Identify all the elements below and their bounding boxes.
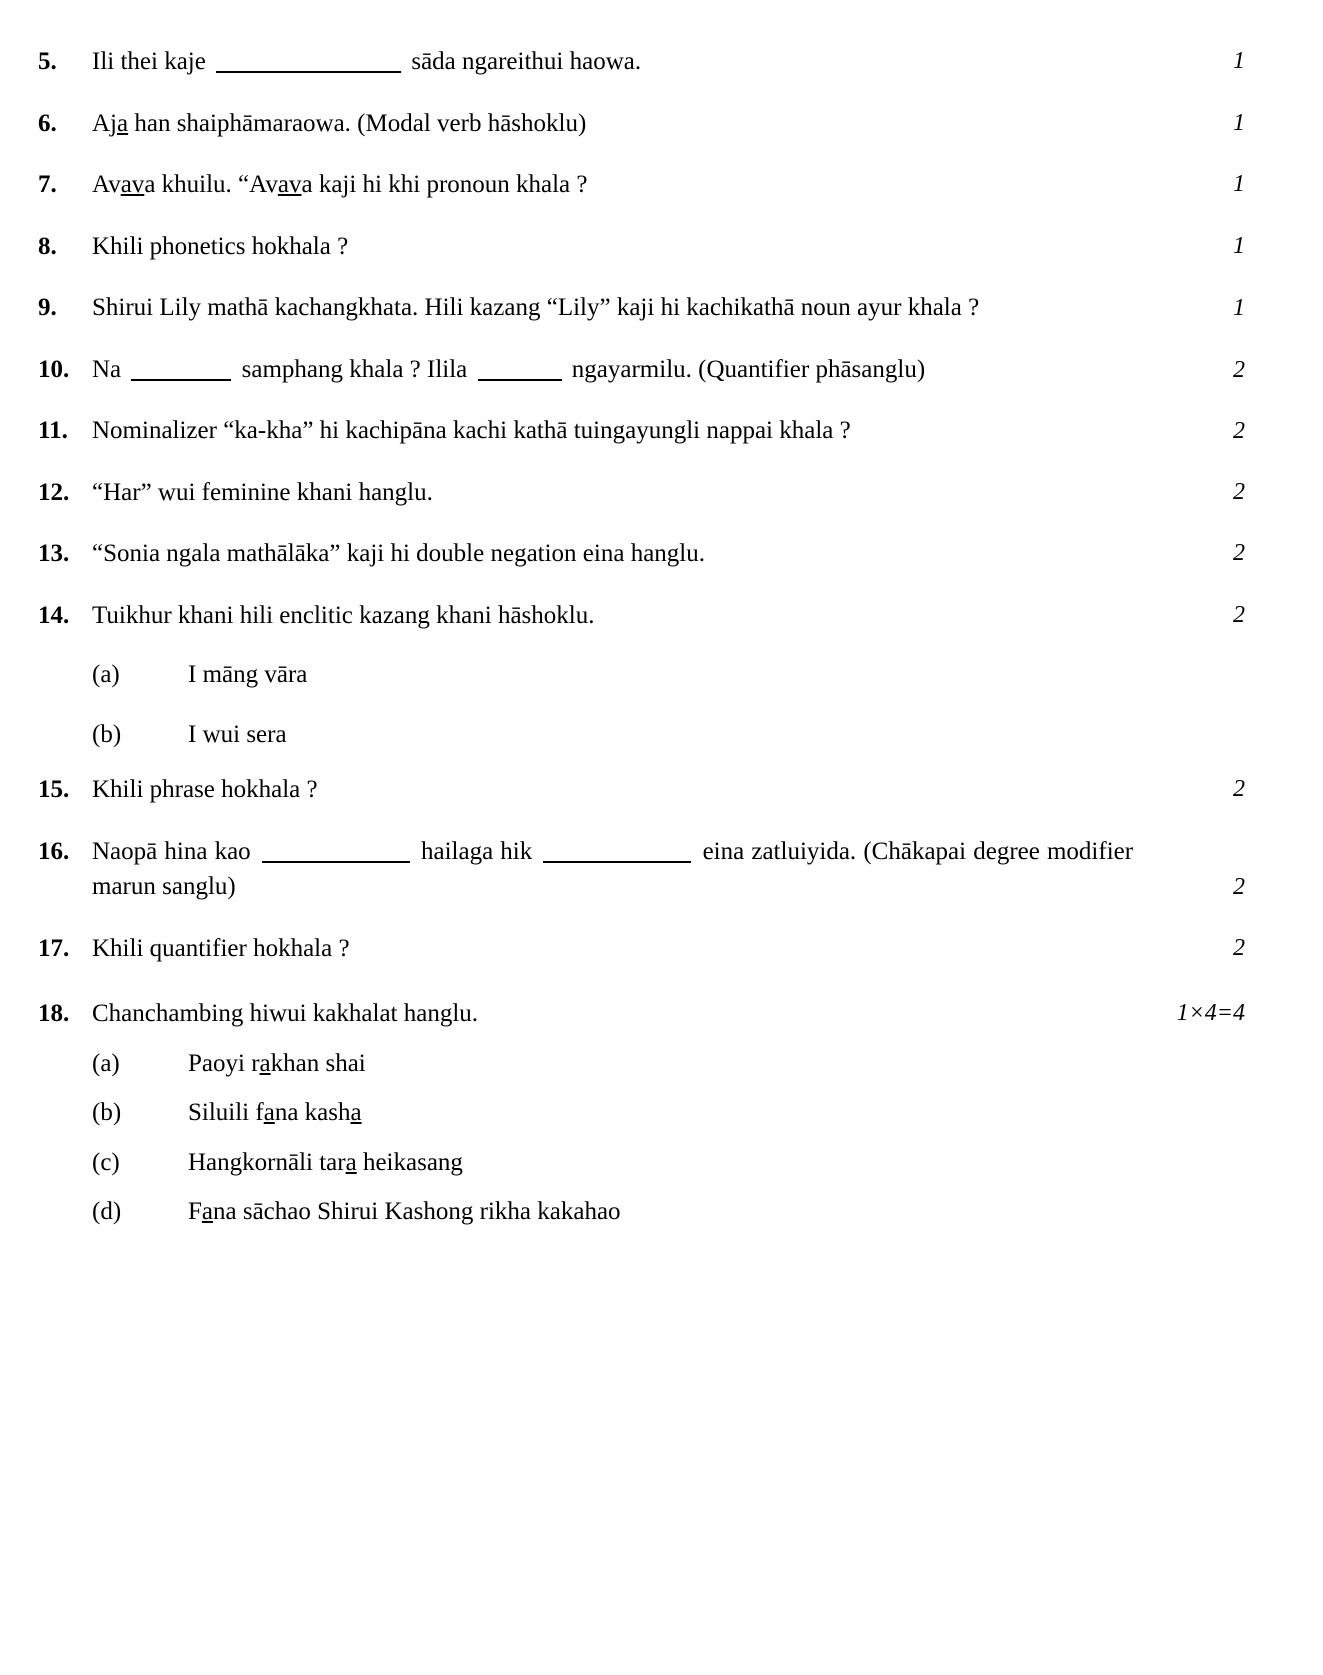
question-text <box>92 996 1159 1230</box>
question-item <box>36 290 1245 326</box>
question-number: 6. <box>38 109 57 137</box>
question-number: 8. <box>38 232 57 260</box>
question-marks: 2 <box>1233 776 1245 802</box>
sub-question-list <box>92 657 1133 752</box>
fill-blank <box>478 379 562 381</box>
question-text <box>92 834 1159 905</box>
question-marks: 2 <box>1233 874 1245 901</box>
sub-question-item <box>92 1095 1133 1131</box>
sub-question-list <box>92 1046 1133 1230</box>
question-marks: 1 <box>1233 295 1245 322</box>
question-number: 7. <box>38 171 57 198</box>
question-marks: 1 <box>1233 109 1245 136</box>
sub-question-text: Siluili fana kasha <box>188 1099 362 1126</box>
sub-question-text: Paoyi rakhan shai <box>188 1049 366 1077</box>
sub-question-label: (b) <box>92 720 122 748</box>
question-item <box>36 598 1245 753</box>
sub-question-label: (d) <box>92 1198 122 1225</box>
question-number: 13. <box>38 540 70 567</box>
sub-question-item <box>92 657 1133 693</box>
question-item <box>36 413 1245 449</box>
question-number: 11. <box>38 417 68 444</box>
question-marks: 1 <box>1233 48 1245 74</box>
question-segment-b: samphang khala ? Ilila <box>241 355 468 383</box>
question-text: “Sonia ngala mathālāka” kaji hi double negation eina hanglu. <box>92 540 705 567</box>
question-marks: 1 <box>1233 171 1245 197</box>
question-number: 12. <box>38 478 70 506</box>
question-segment-c: a kaji hi khi pronoun khala ? <box>301 171 588 198</box>
question-text: Nominalizer “ka-kha” hi kachipāna kachi kathā tuingayungli nappai khala ? <box>92 417 851 444</box>
question-item <box>36 352 1245 388</box>
underlined-letter: a <box>350 1099 362 1126</box>
question-item <box>36 44 1245 80</box>
question-marks: 2 <box>1233 601 1245 628</box>
question-marks: 2 <box>1233 540 1245 566</box>
question-segment-a: Na <box>92 355 122 383</box>
question-number: 15. <box>38 776 70 803</box>
fill-blank <box>216 71 401 73</box>
underlined-letters: av <box>277 171 302 198</box>
question-text <box>92 598 1159 753</box>
question-segment-c: ngayarmilu. (Quantifier phāsanglu) <box>571 355 926 383</box>
sub-question-text: Hangkornāli tara heikasang <box>188 1148 463 1176</box>
question-item <box>36 167 1245 203</box>
underlined-letter: a <box>263 1099 275 1126</box>
underlined-letter: a <box>259 1049 271 1077</box>
question-item <box>36 996 1245 1230</box>
question-text-before: Ili thei kaje <box>92 48 206 75</box>
sub-question-item <box>92 717 1133 753</box>
sub-question-label: (c) <box>92 1148 120 1176</box>
question-number: 18. <box>38 1000 70 1027</box>
fill-blank <box>543 861 691 863</box>
sub-question-text: I wui sera <box>188 720 287 748</box>
underlined-letter: a <box>345 1148 357 1176</box>
question-segment-a: Av <box>92 171 121 198</box>
question-item <box>36 772 1245 808</box>
question-text-after: sāda ngareithui haowa. <box>411 48 642 75</box>
sub-question-text: Fana sāchao Shirui Kashong rikha kakahao <box>188 1198 621 1225</box>
sub-question-item <box>92 1145 1133 1181</box>
sub-question-text: I māng vāra <box>188 661 308 688</box>
question-text: Shirui Lily mathā kachangkhata. Hili kazang “Lily” kaji hi kachikathā noun ayur khala ? <box>92 294 980 321</box>
question-text <box>92 352 1159 388</box>
question-item <box>36 536 1245 572</box>
question-item <box>36 834 1245 905</box>
sub-question-label: (b) <box>92 1099 122 1126</box>
question-lead: Aj <box>92 109 117 137</box>
question-text: Khili phonetics hokhala ? <box>92 232 349 260</box>
question-text: Khili phrase hokhala ? <box>92 776 318 803</box>
question-stem: Tuikhur khani hili enclitic kazang khani hāshoklu. <box>92 601 595 629</box>
underlined-letters: av <box>120 171 145 198</box>
underlined-letter: a <box>117 109 129 137</box>
question-number: 9. <box>38 294 57 321</box>
question-segment-d: (Chākapai degree modifier marun sanglu) <box>92 837 1134 900</box>
question-marks: 2 <box>1233 934 1245 961</box>
question-text <box>92 167 1159 203</box>
question-marks: 2 <box>1233 356 1245 383</box>
fill-blank <box>131 379 231 381</box>
question-marks: 1×4=4 <box>1176 1000 1245 1026</box>
underlined-letter: a <box>201 1198 214 1225</box>
question-stem: Chanchambing hiwui kakhalat hanglu. <box>92 1000 479 1027</box>
fill-blank <box>262 861 410 863</box>
question-marks: 2 <box>1233 418 1245 445</box>
question-segment-a: Naopā hina kao <box>92 837 251 865</box>
sub-question-item <box>92 1046 1133 1082</box>
question-marks: 1 <box>1233 232 1245 259</box>
question-item <box>36 229 1245 265</box>
question-rest: han shaiphāmaraowa. (Modal verb hāshoklu) <box>134 109 587 137</box>
question-number: 14. <box>38 601 70 629</box>
question-item <box>36 475 1245 511</box>
sub-question-label: (a) <box>92 661 120 688</box>
question-number: 5. <box>38 48 57 75</box>
question-item <box>36 931 1245 967</box>
question-text: “Har” wui feminine khani hanglu. <box>92 478 433 506</box>
question-segment-b: hailaga hik <box>420 837 533 865</box>
sub-question-item <box>92 1194 1133 1230</box>
question-number: 10. <box>38 355 70 383</box>
question-marks: 2 <box>1233 478 1245 505</box>
question-number: 17. <box>38 934 70 962</box>
question-segment-b: a khuilu. “Av <box>144 171 278 198</box>
question-text <box>92 44 1159 80</box>
question-text: Khili quantifier hokhala ? <box>92 934 350 962</box>
question-segment-c: eina zatluiyida. <box>702 837 857 865</box>
question-number: 16. <box>38 837 70 865</box>
question-text <box>92 106 1159 142</box>
sub-question-label: (a) <box>92 1049 120 1077</box>
question-item <box>36 106 1245 142</box>
